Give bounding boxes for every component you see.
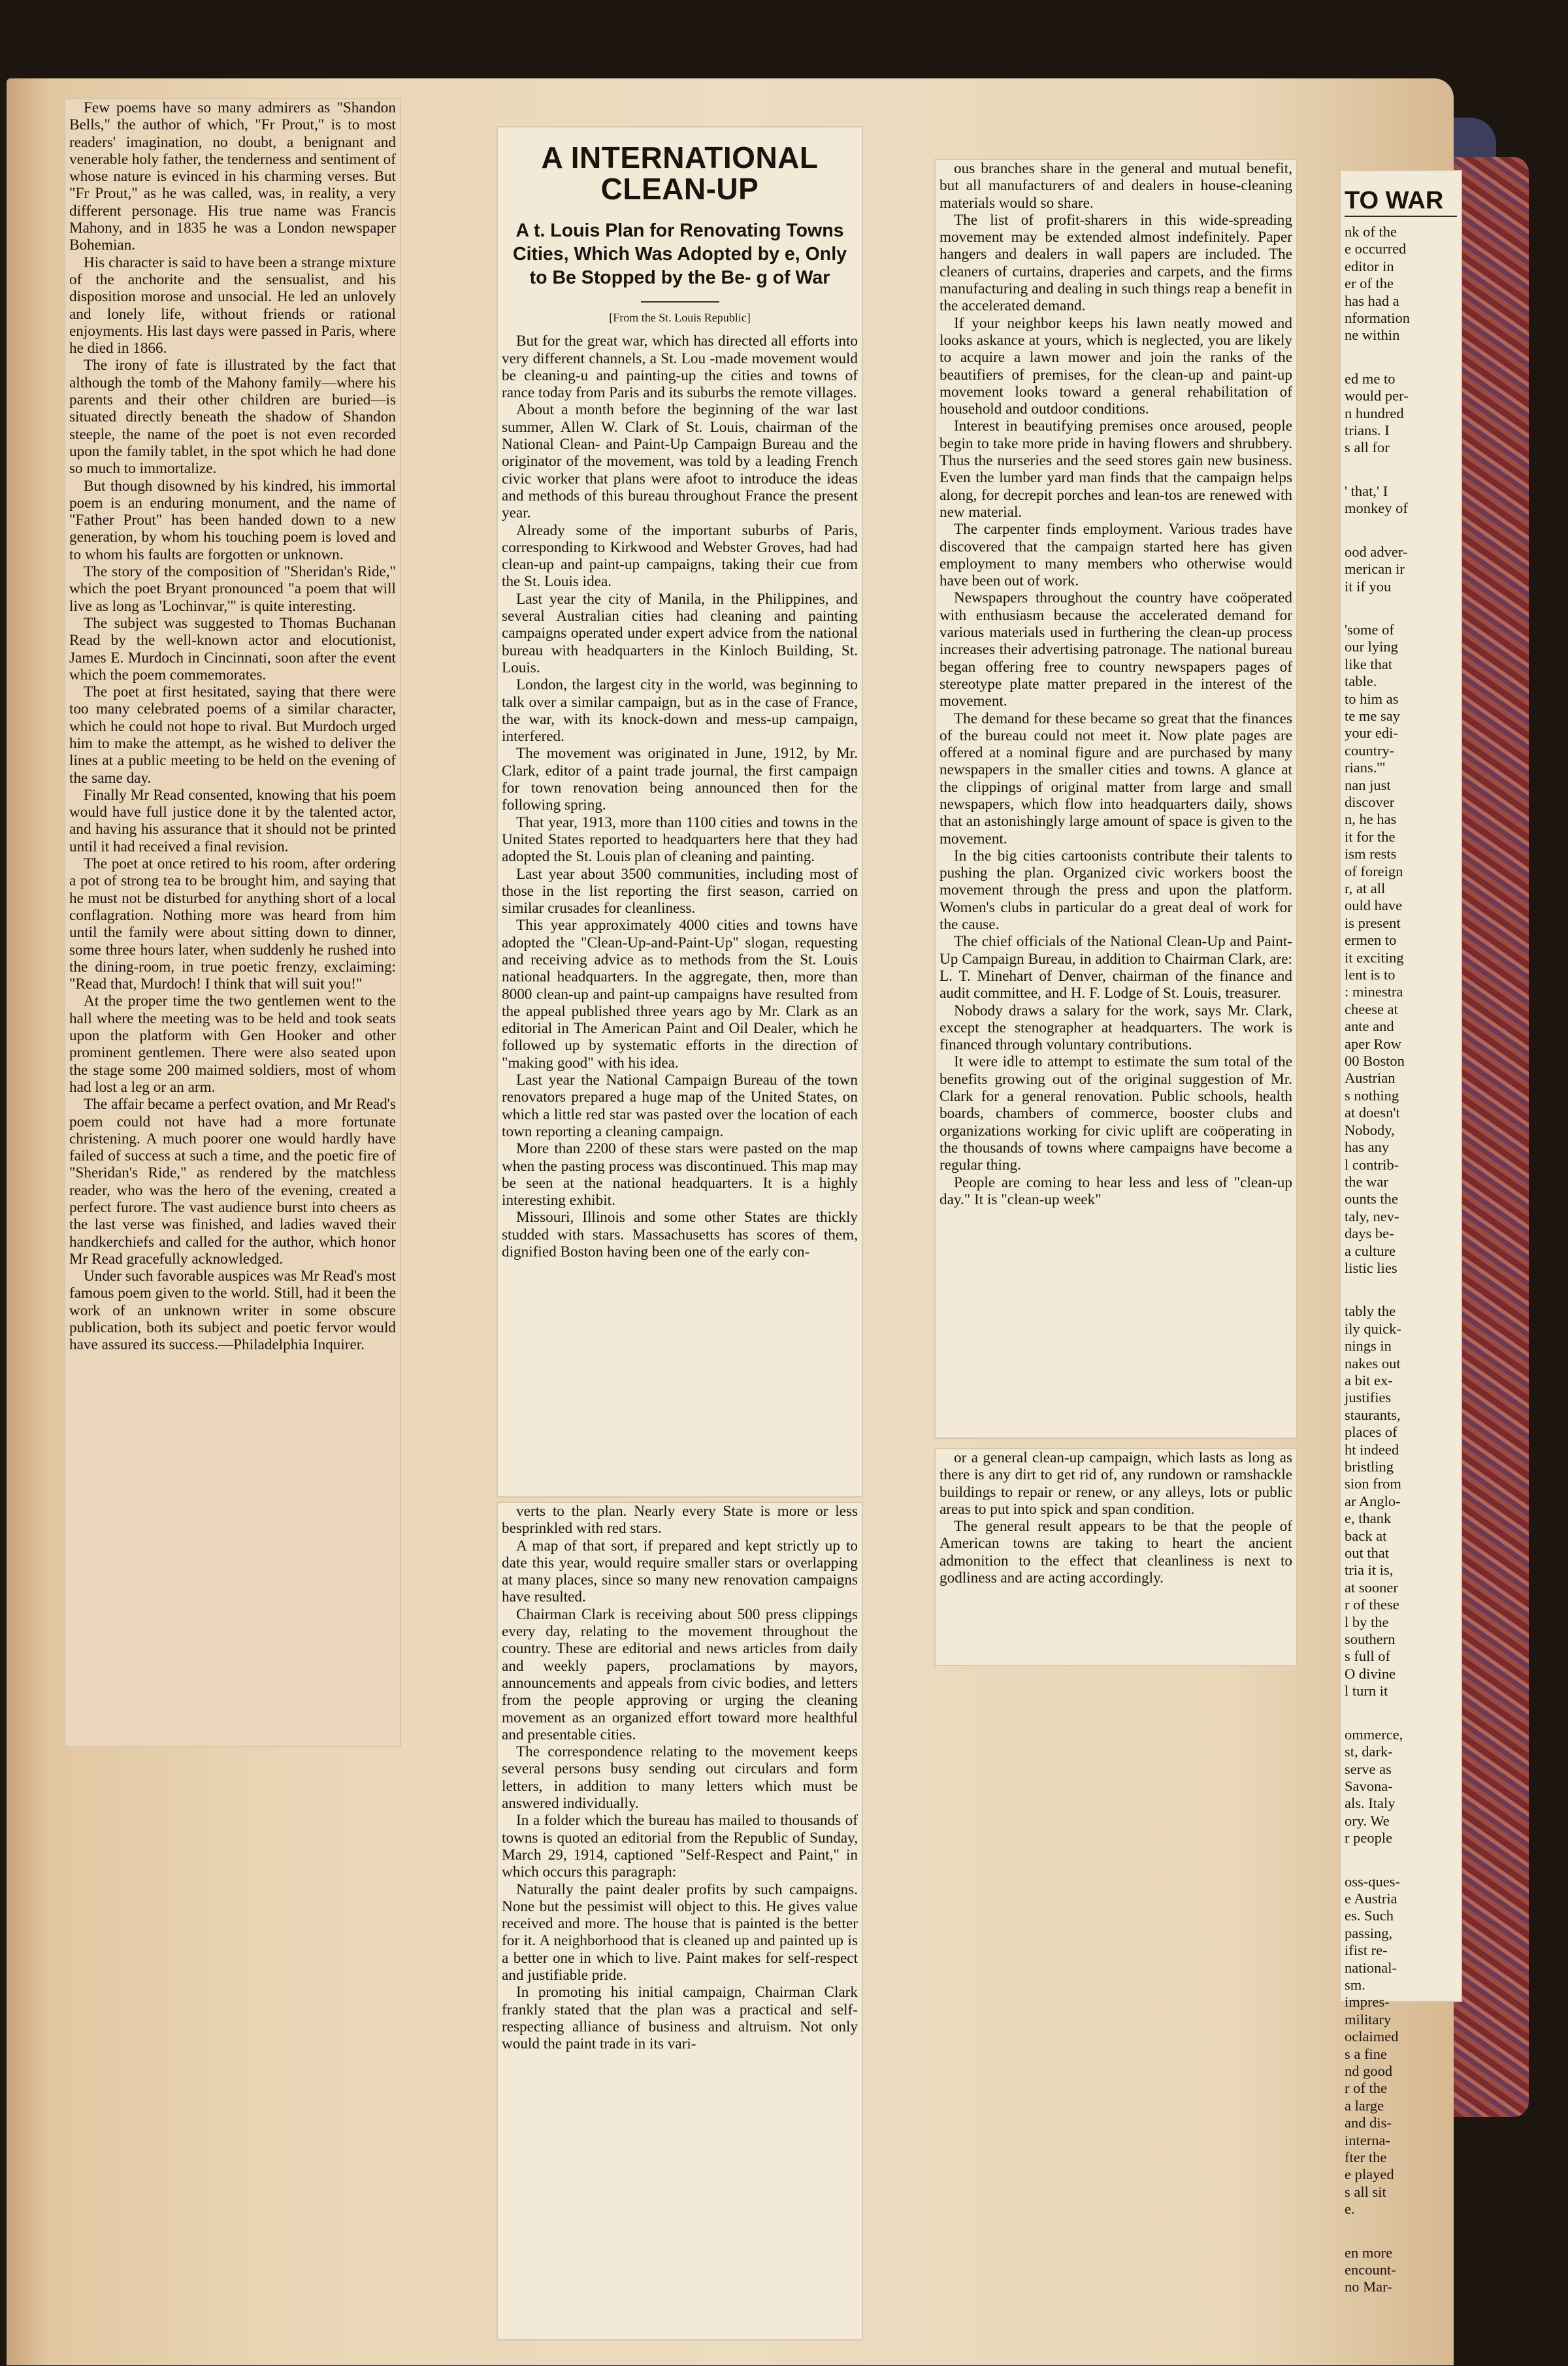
paragraph: It were idle to attempt to estimate the sum total of the benefits growing out of the original suggestion of Mr. Clark for a general renovation. Public schools, health boards, chambers of commerce, booster clubs and organizations working for civic uplift are coöperating in the thousands of towns where campaigns have become a regular thing.: [939, 1053, 1292, 1174]
fragment-line: st, dark-: [1345, 1743, 1393, 1760]
paragraph: More than 2200 of these stars were pasted on the map when the pasting process was discontinued. This map may be seen at the national headquarters. It is a highly interesting exhibit.: [502, 1140, 858, 1209]
paragraph: Chairman Clark is receiving about 500 press clippings every day, relating to the movement throughout the country. These are editorial and news articles from daily and weekly papers, proclamations by mayors, announcements and appeals from civic bodies, and letters from the people approving or urging the cleaning movement as an organized effort toward more healthful and presentable cities.: [502, 1605, 858, 1743]
fragment-line: has any: [1345, 1139, 1390, 1156]
fragment-line: a bit ex-: [1345, 1372, 1393, 1388]
fragment-line: ily quick-: [1345, 1320, 1401, 1337]
fragment-line: interna-: [1345, 2131, 1390, 2148]
fragment-line: nan just: [1345, 776, 1391, 793]
fragment-line: nformation: [1345, 310, 1410, 327]
fragment-line: 00 Boston: [1345, 1053, 1405, 1070]
fragment-line: nk of the: [1345, 223, 1397, 240]
fragment-line: no Mar-: [1345, 2278, 1392, 2295]
fragment-line: er of the: [1345, 275, 1394, 292]
fragment-line: at sooner: [1345, 1579, 1398, 1596]
fragment-line: country-: [1345, 742, 1395, 759]
fragment-line: it exciting: [1345, 949, 1404, 966]
fragment-line: r people: [1345, 1830, 1393, 1847]
paragraph: The affair became a perfect ovation, and Mr Read's poem could not have had a more fortunate christening. A much poorer one would hardly have failed of success at such a time, and the poetic fire of "Sheridan's Ride," as rendered by the matchless reader, who was the hero of the evening, created a perfect furore. The vast audience burst into cheers as the last verse was finished, and ladies waved their handkerchiefs and called for the author, which honor Mr Read gracefully acknowledged.: [69, 1096, 396, 1268]
fragment-line: taly, nev-: [1345, 1208, 1399, 1224]
fragment-gap: [1345, 595, 1457, 621]
paragraph: The general result appears to be that the people of American towns are taking to heart the ancient admonition to the effect that cleanliness is next to godliness and are acting accordingly.: [939, 1518, 1292, 1587]
fragment-gap: [1345, 344, 1457, 370]
paragraph: London, the largest city in the world, was beginning to talk over a similar campaign, but as in the case of France, the war, with its knock-down and mess-up campaign, interfered.: [502, 676, 858, 746]
paragraph: His character is said to have been a strange mixture of the anchorite and the sensualist, and his disposition morose and unsocial. He led an unlovely and lonely life, without friends or rational enjoyments. His last days were passed in Paris, where he died in 1866.: [69, 254, 396, 357]
fragment-line: trians. I: [1345, 422, 1390, 439]
fragment-line: national-: [1345, 1959, 1397, 1976]
fragment-line: fter the: [1345, 2149, 1387, 2166]
fragment-line: e played: [1345, 2166, 1394, 2183]
fragment-line: out that: [1345, 1545, 1390, 1562]
fragment-line: staurants,: [1345, 1406, 1401, 1423]
fragment-line: impres-: [1345, 1994, 1390, 2011]
fragment-line: : minestra: [1345, 983, 1403, 1000]
fragment-line: sion from: [1345, 1475, 1401, 1492]
fragment-line: ould have: [1345, 897, 1403, 914]
fragment-line: places of: [1345, 1424, 1397, 1441]
paragraph: A map of that sort, if prepared and kept strictly up to date this year, would require smaller stars or overlapping at many places, since so many new renovation campaigns have resulted.: [502, 1537, 858, 1606]
fragment-line: would per-: [1345, 387, 1409, 404]
fragment-gap: [1345, 518, 1457, 544]
paragraph: The chief officials of the National Clean-Up and Paint-Up Campaign Bureau, in addition to Chairman Clark, are: L. T. Minehart of Denver, chairman of the finance and audit committee, and H. F. Lodge of St. Louis, treasurer.: [939, 933, 1292, 1002]
fragment-line: sm.: [1345, 1976, 1365, 1993]
fragment-line: e.: [1345, 2201, 1355, 2218]
paragraph: Finally Mr Read consented, knowing that his poem would have full justice done it by the talented actor, and having his assurance that it should not be printed until it had received a final revision.: [69, 786, 396, 855]
fragment-line: and dis-: [1345, 2114, 1392, 2131]
fragment-line: military: [1345, 2011, 1392, 2028]
article-body-col2: [502, 333, 858, 1260]
fragment-line: it for the: [1345, 828, 1396, 845]
paragraph: That year, 1913, more than 1100 cities and towns in the United States reported to headquarters here that they had adopted the St. Louis plan of cleaning and painting.: [502, 813, 858, 866]
fragment-line: ermen to: [1345, 932, 1397, 949]
fragment-line: es. Such: [1345, 1907, 1394, 1924]
paragraph: The poet at once retired to his room, after ordering a pot of strong tea to be brought him, and saying that he must not be disturbed for anything short of a local conflagration. Nothing more was heard from him until the family were about sitting down to dinner, some three hours later, when suddenly he rushed into the dining-room, in true poetic frenzy, exclaiming: "Read that, Murdoch! I think that will suit you!": [69, 855, 396, 993]
paragraph: The list of profit-sharers in this wide-spreading movement may be extended almost indefinitely. Paper hangers and dealers in wall papers are included. The cleaners of curtains, draperies and carpets, and the firms manufacturing and dealing in such things reap a benefit in the accelerated demand.: [939, 211, 1292, 315]
fragment-line: our lying: [1345, 638, 1398, 655]
paragraph: The irony of fate is illustrated by the fact that although the tomb of the Mahony family—where his parents and their other children are buried—is situated directly beneath the shadow of Shandon steeple, the name of the poet is not even recorded upon the family tablet, in the spot which he had done so much to immortalize.: [69, 357, 396, 478]
fragment-line: discover: [1345, 793, 1395, 810]
article-headline: A INTERNATIONAL CLEAN-UP: [541, 140, 819, 206]
fragment-line: l turn it: [1345, 1683, 1388, 1700]
fragment-line: s full of: [1345, 1648, 1390, 1665]
fragment-line: a large: [1345, 2097, 1384, 2114]
fragment-line: is present: [1345, 914, 1401, 931]
fragment-line: table.: [1345, 673, 1377, 690]
fragment-line: to him as: [1345, 690, 1399, 707]
fragment-line: te me say: [1345, 707, 1400, 724]
fragment-line: back at: [1345, 1527, 1387, 1544]
fragment-line: s all for: [1345, 439, 1390, 456]
paragraph: Last year the city of Manila, in the Philippines, and several Australian cities had cleaning and painting campaigns operated under expert advice from the national bureau with headquarters in the Kinloch Building, St. Louis.: [502, 590, 858, 676]
fragment-line: oclaimed: [1345, 2028, 1399, 2045]
fragment-line: e occurred: [1345, 240, 1407, 257]
fragment-line: like that: [1345, 655, 1393, 672]
paragraph: The movement was originated in June, 1912, by Mr. Clark, editor of a paint trade journal, the first campaign for town renovation being announced then for the following spring.: [502, 745, 858, 814]
fragment-line: r of the: [1345, 2080, 1387, 2097]
fragment-line: r of these: [1345, 1596, 1399, 1613]
fragment-line: tably the: [1345, 1303, 1396, 1320]
fragment-gap: [1345, 1847, 1457, 1873]
fragment-line: days be-: [1345, 1225, 1394, 1242]
paragraph: In the big cities cartoonists contribute their talents to pushing the plan. Organized civic workers boost the movement through the press and upon the platform. Women's clubs in particular do a great deal of work for the cause.: [939, 847, 1292, 934]
article-credit: [From the St. Louis Republic]: [609, 311, 751, 324]
fragment-line: of foreign: [1345, 863, 1403, 879]
paragraph: But though disowned by his kindred, his immortal poem is an enduring monument, and the name of "Father Prout" has been handed down to a new generation, by whom his touching poem is loved and to whom his faults are forgotten or unknown.: [69, 477, 396, 563]
paragraph: Last year about 3500 communities, including most of those in the list reporting the first season, carried on similar crusades for cleanliness.: [502, 865, 858, 917]
paragraph: The poet at first hesitated, saying that there were too many celebrated poems of a similar character, which he could not hope to rival. But Murdoch urged him to make the attempt, as he wished to deliver the lines at a public meeting to be held on the evening of the same day.: [69, 683, 396, 787]
fragment-line: s a fine: [1345, 2045, 1387, 2062]
fragment-gap: [1345, 1277, 1457, 1303]
paragraph: People are coming to hear less and less of "clean-up day." It is "clean-up week": [939, 1174, 1292, 1208]
paragraph: Few poems have so many admirers as "Shandon Bells," the author of which, "Fr Prout," is to most readers' imagination, no doubt, a benignant and venerable holy father, the tenderness and sentiment of whose nature is evinced in his charming verses. But "Fr Prout," as he was called, was, in reality, a very different personage. His true name was Francis Mahony, and in 1835 he was a London newspaper Bohemian.: [69, 99, 396, 254]
paragraph: verts to the plan. Nearly every State is more or less besprinkled with red stars.: [502, 1503, 858, 1537]
fragment-line: ifist re-: [1345, 1942, 1388, 1959]
fragment-line: e, thank: [1345, 1510, 1392, 1527]
fragment-line: justifies: [1345, 1389, 1392, 1406]
fragment-line: en more: [1345, 2244, 1393, 2261]
fragment-line: merican ir: [1345, 561, 1405, 578]
fragment-line: 'some of: [1345, 621, 1394, 638]
fragment-line: s all sit: [1345, 2183, 1386, 2200]
fragment-gap: [1345, 1700, 1457, 1726]
article-subhead: A t. Louis Plan for Renovating Towns Cities, Which Was Adopted by e, Only to Be Stopped by the Be- g of War: [513, 220, 847, 288]
paragraph: or a general clean-up campaign, which lasts as long as there is any dirt to get rid of, any rundown or ramshackle buildings to repair or renew, or any alleys, lots or public areas to put into spick and span condition.: [939, 1449, 1292, 1518]
fragment-line: ar Anglo-: [1345, 1492, 1401, 1509]
fragment-line: ism rests: [1345, 846, 1397, 863]
fragment-line: s nothing: [1345, 1087, 1399, 1104]
fragment-line: tria it is,: [1345, 1562, 1394, 1579]
fragment-line: ' that,' I: [1345, 482, 1388, 499]
paragraph: In a folder which the bureau has mailed to thousands of towns is quoted an editorial from the Republic of Sunday, March 29, 1914, captioned "Self-Respect and Paint," in which occurs this paragraph:: [502, 1812, 858, 1881]
paragraph: The correspondence relating to the movement keeps several persons busy sending out circulars and form letters, in addition to many letters which must be answered individually.: [502, 1743, 858, 1813]
fragment-line: rians.'": [1345, 759, 1386, 776]
fragment-line: the war: [1345, 1173, 1388, 1190]
paragraph: Already some of the important suburbs of Paris, corresponding to Kirkwood and Webster Groves, had had clean-up and paint-up campaigns, taking their cue from the St. Louis idea.: [502, 521, 858, 591]
fragment-line: a culture: [1345, 1242, 1396, 1259]
fragment-line: your edi-: [1345, 725, 1398, 742]
fragment-line: n hundred: [1345, 404, 1404, 421]
clipping-cleanup-article-part2: [498, 1503, 862, 2339]
fragment-line: listic lies: [1345, 1259, 1397, 1276]
fragment-line: monkey of: [1345, 500, 1408, 517]
fragment-line: oss-ques-: [1345, 1873, 1400, 1890]
paragraph: Interest in beautifying premises once aroused, people begin to take more pride in having flowers and shrubbery. Thus the nurseries and the seed stores gain new business. Even the lumber yard man finds that the campaign helps along, for decrepit porches and lean-tos are renewed with new material.: [939, 418, 1292, 521]
fragment-line: aper Row: [1345, 1035, 1401, 1052]
fragment-line: cheese at: [1345, 1000, 1398, 1017]
fragment-gap: [1345, 2218, 1457, 2244]
fragment-gap: [1345, 457, 1457, 483]
fragment-line: ommerce,: [1345, 1726, 1403, 1743]
paragraph: But for the great war, which has directed all efforts into very different channels, a St. Lou -made movement would be cleaning-u and painting-up the cities and towns of rance today from Paris and its suburbs the remote villages.: [502, 333, 858, 402]
clipping-war-fragment: [1341, 171, 1461, 2295]
fragment-line: l contrib-: [1345, 1156, 1399, 1173]
paragraph: Nobody draws a salary for the work, says Mr. Clark, except the stenographer at headquarters. The work is financed through voluntary contributions.: [939, 1002, 1292, 1054]
clipping-cleanup-article-part1: [498, 127, 862, 1496]
paragraph: About a month before the beginning of the war last summer, Allen W. Clark of St. Louis, chairman of the National Clean- and Paint-Up Campaign Bureau and the originator of the movement, was told by a leading French civic worker that plans were afoot to introduce the ideas and methods of this bureau throughout France the present year.: [502, 401, 858, 522]
fragment-line: nakes out: [1345, 1355, 1401, 1372]
paragraph: The subject was suggested to Thomas Buchanan Read by the well-known actor and elocutionist, James E. Murdoch in Cincinnati, soon after the event which the poem commemorates.: [69, 614, 396, 683]
fragment-line: ood adver-: [1345, 543, 1408, 560]
fragment-line: has had a: [1345, 292, 1399, 309]
fragment-body: [1345, 223, 1457, 2296]
fragment-line: als. Italy: [1345, 1795, 1396, 1812]
paragraph: The carpenter finds employment. Various trades have discovered that the campaign started here has given employment to many members who otherwise would have been out of work.: [939, 521, 1292, 590]
clipping-poets-column: [65, 99, 400, 1746]
fragment-line: it if you: [1345, 578, 1392, 595]
paragraph: Last year the National Campaign Bureau of the town renovators prepared a huge map of the United States, on which a little red star was pasted over the location of each town reporting a cleaning campaign.: [502, 1072, 858, 1140]
paragraph: Missouri, Illinois and some other States are thickly studded with stars. Massachusetts has scores of them, dignified Boston having been one of the early con-: [502, 1209, 858, 1261]
fragment-line: e Austria: [1345, 1890, 1397, 1907]
fragment-line: r, at all: [1345, 880, 1386, 896]
fragment-line: ory. We: [1345, 1812, 1390, 1829]
fragment-line: Nobody,: [1345, 1121, 1395, 1138]
paragraph: If your neighbor keeps his lawn neatly mowed and looks askance at yours, which is neglected, you are likely to acquire a lawn mower and join the ranks of the beautifiers of premises, for the clean-up and paint-up movement looks toward a general rehabilitation of household and outdoor conditions.: [939, 314, 1292, 418]
paragraph: The demand for these became so great that the finances of the bureau could not meet it. Now plate pages are offered at a nominal figure and are purchased by many newspapers in the smaller cities and towns. A glance at the clippings of original matter from large and small newspapers, which flow into headquarters daily, shows that an astonishingly large amount of space is given to the movement.: [939, 710, 1292, 847]
clipping-cleanup-article-part3: [936, 160, 1296, 1438]
fragment-title: TO WAR: [1345, 186, 1457, 217]
fragment-line: encount-: [1345, 2261, 1396, 2278]
fragment-line: ne within: [1345, 327, 1400, 344]
paragraph: ous branches share in the general and mutual benefit, but all manufacturers of and dealers in house-cleaning materials would so share.: [939, 160, 1292, 212]
fragment-line: ounts the: [1345, 1191, 1398, 1208]
paragraph: This year approximately 4000 cities and towns have adopted the "Clean-Up-and-Paint-Up" slogan, requesting and receiving advice as to methods from the St. Louis national headquarters. In the aggregate, then, more than 8000 clean-up and paint-up campaigns have resulted from the appeal published three years ago by Mr. Clark as an editorial in The American Paint and Oil Dealer, which he followed up by systematic efforts in the direction of "making good" with his idea.: [502, 917, 858, 1072]
paragraph: Under such favorable auspices was Mr Read's most famous poem given to the world. Still, had it been the work of an unknown writer in some obscure publication, both its subject and poetic fervor would have assured its success.—Philadelphia Inquirer.: [69, 1268, 396, 1354]
fragment-line: passing,: [1345, 1924, 1393, 1941]
fragment-line: Austrian: [1345, 1070, 1396, 1087]
fragment-line: nd good: [1345, 2063, 1393, 2079]
paragraph: Naturally the paint dealer profits by such campaigns. None but the pessimist will object to this. He gives value received and more. The house that is painted is the better for it. A neighborhood that is cleaned up and painted up is a better one in which to live. Paint makes for self-respect and justifiable pride.: [502, 1881, 858, 1984]
fragment-line: l by the: [1345, 1613, 1389, 1630]
fragment-line: O divine: [1345, 1665, 1396, 1682]
fragment-line: ht indeed: [1345, 1441, 1399, 1458]
paragraph: Newspapers throughout the country have coöperated with enthusiasm because the accelerated demand for various materials used in furthering the clean-up process increases their advertising patronage. The national bureau began offering free to country newspapers pages of stereotype plate matter prepared in the interest of the movement.: [939, 589, 1292, 710]
fragment-line: n, he has: [1345, 811, 1397, 828]
fragment-line: editor in: [1345, 257, 1394, 274]
fragment-line: southern: [1345, 1631, 1396, 1648]
fragment-line: nings in: [1345, 1338, 1392, 1355]
divider-rule: [641, 301, 719, 303]
fragment-line: at doesn't: [1345, 1104, 1400, 1121]
clipping-cleanup-article-part4: [936, 1449, 1296, 1665]
fragment-line: Savona-: [1345, 1777, 1393, 1794]
marbled-page-edge: [1454, 157, 1529, 2117]
fragment-line: ed me to: [1345, 370, 1396, 387]
paragraph: In promoting his initial campaign, Chairman Clark frankly stated that the plan was a practical and self-respecting alliance of business and altruism. Not only would the paint trade in its vari-: [502, 1984, 858, 2053]
paragraph: At the proper time the two gentlemen went to the hall where the meeting was to be held and took seats upon the platform with Gen Hooker and other prominent gentlemen. There were also seated upon the stage some 200 maimed soldiers, most of whom had lost a leg or an arm.: [69, 993, 396, 1096]
fragment-line: lent is to: [1345, 966, 1396, 983]
fragment-line: bristling: [1345, 1458, 1394, 1475]
fragment-line: ante and: [1345, 1018, 1394, 1035]
paragraph: The story of the composition of "Sheridan's Ride," which the poet Bryant pronounced "a poem that will live as long as 'Lochinvar,'" is quite interesting.: [69, 563, 396, 615]
fragment-line: serve as: [1345, 1760, 1392, 1777]
